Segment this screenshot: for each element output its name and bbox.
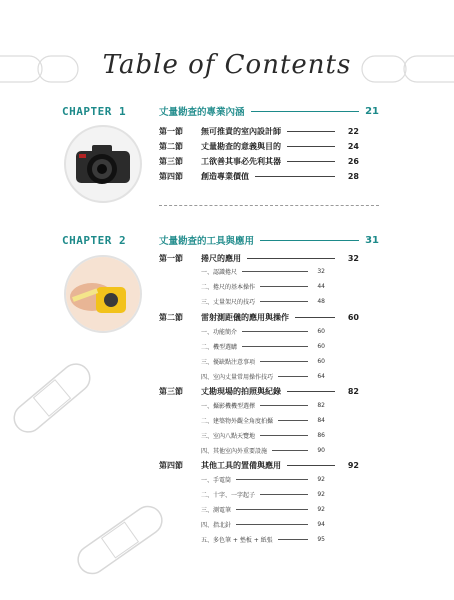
- toc-subsection-row[interactable]: [201, 474, 325, 485]
- chapter-1-label: CHAPTER 1: [62, 105, 127, 118]
- leader-line: [260, 301, 308, 302]
- subsection-page: 86: [317, 432, 325, 439]
- toc-section-row[interactable]: [159, 459, 359, 472]
- page-title: Table of Contents: [102, 50, 352, 80]
- toc-section-row[interactable]: [159, 155, 359, 168]
- leader-line: [236, 509, 308, 510]
- section-name: 丈勘現場的拍照與紀錄: [201, 387, 281, 396]
- leader-line: [260, 405, 308, 406]
- section-page: 28: [347, 172, 359, 181]
- subsection-page: 95: [317, 536, 325, 543]
- leader-line: [260, 361, 308, 362]
- section-page: 24: [347, 142, 359, 151]
- section-number: 第三節: [159, 157, 183, 166]
- toc-subsection-row[interactable]: [201, 519, 325, 530]
- toc-subsection-row[interactable]: [201, 445, 325, 456]
- subsection-page: 32: [317, 268, 325, 275]
- section-name: 創造專業價值: [201, 172, 249, 181]
- toc-section-row[interactable]: [159, 311, 359, 324]
- subsection-name: 四、其他室內外重要設施: [201, 448, 268, 455]
- subsection-page: 92: [317, 476, 325, 483]
- subsection-page: 94: [317, 521, 325, 528]
- toc-section-row[interactable]: [159, 385, 359, 398]
- leader-line: [260, 286, 308, 287]
- subsection-page: 90: [317, 447, 325, 454]
- toc-section-row[interactable]: [159, 125, 359, 138]
- subsection-name: 二、捲尺的基本操作: [201, 284, 256, 291]
- toc-subsection-row[interactable]: [201, 489, 325, 500]
- toc-subsection-row[interactable]: [201, 534, 325, 545]
- section-page: 22: [347, 127, 359, 136]
- leader-line: [260, 435, 308, 436]
- leader-line: [236, 524, 308, 525]
- toc-subsection-row[interactable]: [201, 400, 325, 411]
- section-page: 82: [347, 387, 359, 396]
- toc-subsection-row[interactable]: [201, 504, 325, 515]
- leader-line: [242, 346, 308, 347]
- leader-line: [255, 176, 335, 177]
- chapter-2-page: 31: [365, 234, 379, 246]
- subsection-name: 一、手電筒: [201, 477, 232, 484]
- subsection-page: 64: [317, 373, 325, 380]
- subsection-name: 三、室內八點天覽地: [201, 433, 256, 440]
- leader-line: [260, 494, 308, 495]
- chapter-2-title: 丈量勘查的工具與應用: [159, 236, 255, 247]
- section-number: 第四節: [159, 172, 183, 181]
- toc-subsection-row[interactable]: [201, 326, 325, 337]
- leader-line: [242, 331, 308, 332]
- section-name: 工欲善其事必先利其器: [201, 157, 281, 166]
- section-name: 其他工具的置備與應用: [201, 461, 281, 470]
- subsection-name: 三、優缺點注意事項: [201, 359, 256, 366]
- toc-section-row[interactable]: [159, 140, 359, 153]
- section-page: 92: [347, 461, 359, 470]
- section-name: 雷射測距儀的應用與操作: [201, 313, 289, 322]
- subsection-page: 92: [317, 491, 325, 498]
- leader-line: [242, 271, 308, 272]
- subsection-page: 60: [317, 343, 325, 350]
- subsection-page: 60: [317, 358, 325, 365]
- toc-subsection-row[interactable]: [201, 356, 325, 367]
- leader-line: [287, 131, 335, 132]
- section-number: 第四節: [159, 461, 183, 470]
- chapter-1-title-row[interactable]: [159, 104, 379, 118]
- leader-line: [278, 376, 308, 377]
- leader-line: [287, 391, 335, 392]
- section-name: 丈量勘查的意義與目的: [201, 142, 281, 151]
- subsection-name: 三、丈量架尺的技巧: [201, 299, 256, 306]
- leader-line: [287, 161, 335, 162]
- subsection-page: 44: [317, 283, 325, 290]
- camera-photo: [64, 125, 142, 203]
- chapter-2-label: CHAPTER 2: [62, 234, 127, 247]
- leader-line: [236, 479, 308, 480]
- subsection-name: 四、室內丈量常用操作技巧: [201, 374, 274, 381]
- section-number: 第三節: [159, 387, 183, 396]
- subsection-page: 82: [317, 402, 325, 409]
- toc-section-row[interactable]: [159, 252, 359, 265]
- subsection-name: 二、建築物外觀全角度拍攝: [201, 418, 274, 425]
- bandage-decoration-bottom: [70, 500, 170, 580]
- tape-measure-photo: [64, 255, 142, 333]
- leader-line: [287, 465, 335, 466]
- subsection-page: 48: [317, 298, 325, 305]
- leader-line: [247, 258, 335, 259]
- toc-subsection-row[interactable]: [201, 430, 325, 441]
- section-name: 無可推責的室內設計師: [201, 127, 281, 136]
- subsection-name: 二、機型選購: [201, 344, 238, 351]
- chapter-divider: [159, 205, 379, 206]
- chapter-1-page: 21: [365, 105, 379, 117]
- leader-line: [295, 317, 335, 318]
- chapter-1-title: 丈量勘查的專業內涵: [159, 107, 245, 118]
- subsection-name: 四、指北針: [201, 522, 232, 529]
- leader-line: [278, 539, 308, 540]
- subsection-name: 五、多色筆 + 墊板 + 紙張: [201, 537, 273, 544]
- subsection-page: 84: [317, 417, 325, 424]
- subsection-name: 二、十字、一字起子: [201, 492, 256, 499]
- toc-subsection-row[interactable]: [201, 415, 325, 426]
- toc-subsection-row[interactable]: [201, 266, 325, 277]
- subsection-name: 一、認識捲尺: [201, 269, 238, 276]
- section-name: 捲尺的應用: [201, 254, 241, 263]
- section-number: 第一節: [159, 254, 183, 263]
- toc-subsection-row[interactable]: [201, 341, 325, 352]
- tape-measure-icon: [66, 257, 140, 331]
- section-page: 32: [347, 254, 359, 263]
- toc-subsection-row[interactable]: [201, 296, 325, 307]
- section-number: 第二節: [159, 313, 183, 322]
- subsection-name: 三、測電筆: [201, 507, 232, 514]
- leader-line: [278, 420, 308, 421]
- camera-icon: [66, 127, 140, 201]
- section-page: 60: [347, 313, 359, 322]
- subsection-page: 60: [317, 328, 325, 335]
- bandage-decoration-left: [2, 348, 102, 448]
- toc-section-row[interactable]: [159, 170, 359, 183]
- toc-subsection-row[interactable]: [201, 281, 325, 292]
- subsection-name: 一、攝影機機型選擇: [201, 403, 256, 410]
- leader-line: [251, 111, 360, 112]
- leader-line: [287, 146, 335, 147]
- section-number: 第二節: [159, 142, 183, 151]
- section-number: 第一節: [159, 127, 183, 136]
- leader-line: [260, 240, 359, 241]
- section-page: 26: [347, 157, 359, 166]
- subsection-page: 92: [317, 506, 325, 513]
- leader-line: [272, 450, 308, 451]
- subsection-name: 一、功能簡介: [201, 329, 238, 336]
- chapter-2-title-row[interactable]: [159, 233, 379, 247]
- toc-subsection-row[interactable]: [201, 371, 325, 382]
